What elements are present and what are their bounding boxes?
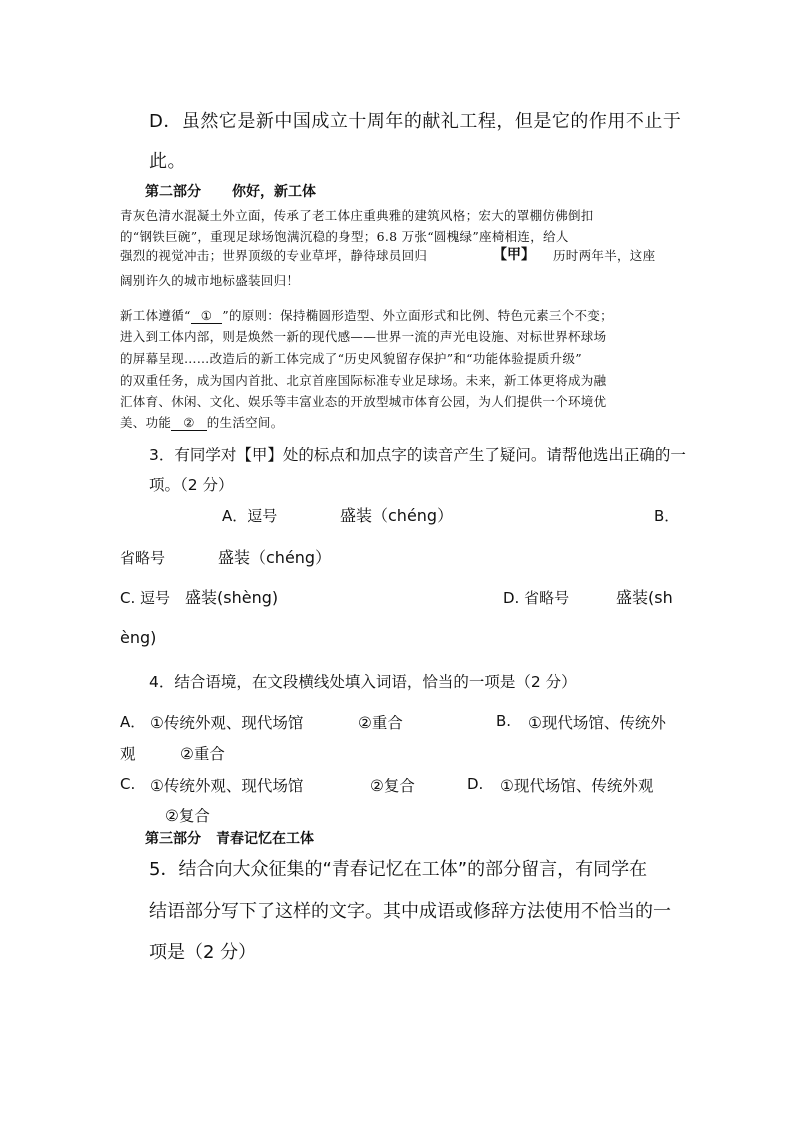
- para1-line3-end: 历时两年半，这座: [553, 248, 656, 263]
- q4-option-a-1: ①传统外观、现代场馆: [150, 714, 304, 732]
- q5-line1: 5．结合向大众征集的“青春记忆在工体”的部分留言，有同学在: [149, 859, 648, 880]
- q3-stem-line1: 3．有同学对【甲】处的标点和加点字的读音产生了疑问。请帮他选出正确的一: [149, 446, 686, 464]
- q3-option-c-word: 盛装(shèng): [185, 588, 279, 607]
- q4-option-b-label[interactable]: B.: [496, 712, 512, 730]
- para2-line1: [120, 306, 613, 324]
- q-prev-option-d-line1: D．虽然它是新中国成立十周年的献礼工程，但是它的作用不止于: [149, 111, 682, 132]
- para2-line6-end: 的生活空间。: [206, 415, 284, 430]
- para2-line6-start: 美、功能: [120, 415, 172, 430]
- q3-option-b-label[interactable]: B．: [654, 507, 680, 525]
- q3-stem-line2: 项。（2 分）: [149, 476, 234, 494]
- q3-option-b-word: 盛装（chéng）: [218, 548, 332, 567]
- q-prev-option-d-line2: 此。: [149, 151, 186, 172]
- q3-option-c-label[interactable]: C. 逗号: [120, 589, 171, 607]
- part3-heading-number: 第三部分: [145, 831, 201, 847]
- para2-line3: 的屏幕呈现……改造后的新工体完成了“历史风貌留存保护”和“功能体验提质升级”: [120, 351, 582, 366]
- blank-2: ②: [171, 416, 207, 431]
- para1-line4: 阔别许久的城市地标盛装回归！: [120, 273, 300, 288]
- para2-line5: 汇体育、休闲、文化、娱乐等丰富业态的开放型城市体育公园，为人们提供一个环境优: [120, 394, 607, 409]
- q5-line2: 结语部分写下了这样的文字。其中成语或修辞方法使用不恰当的一: [149, 901, 671, 922]
- q4-option-d-2: ②复合: [165, 807, 210, 825]
- para1-jia-blank: 【甲】: [493, 247, 535, 263]
- q4-option-d-1: ①现代场馆、传统外观: [500, 777, 654, 795]
- part3-heading-title: 青春记忆在工体: [216, 831, 314, 847]
- q3-option-d-word-cont: èng): [120, 628, 157, 647]
- para1-line3: 强烈的视觉冲击；世界顶级的专业草坪，静待球员回归: [120, 248, 428, 263]
- q4-option-b-2: ②重合: [180, 745, 225, 763]
- q4-stem: 4．结合语境，在文段横线处填入词语，恰当的一项是（2 分）: [149, 673, 577, 691]
- para2-line4: 的双重任务，成为国内首批、北京首座国际标准专业足球场。未来，新工体更将成为融: [120, 373, 607, 388]
- q3-option-b-text: 省略号: [120, 549, 166, 567]
- q4-option-b-1-cont: 观: [120, 745, 136, 763]
- q4-option-b-1: ①现代场馆、传统外: [528, 714, 666, 732]
- blank-1: ①: [191, 309, 223, 324]
- q4-option-a-2: ②重合: [358, 714, 403, 732]
- q4-option-c-2: ②复合: [370, 777, 415, 795]
- para2-line1-start: 新工体遵循“: [120, 308, 191, 323]
- part2-heading-number: 第二部分: [145, 184, 201, 200]
- para2-line2: 进入到工体内部，则是焕然一新的现代感——世界一流的声光电设施、对标世界杯球场: [120, 329, 607, 344]
- q3-option-a-word: 盛装（chéng）: [340, 506, 454, 525]
- para1-line1: 青灰色清水混凝土外立面，传承了老工体庄重典雅的建筑风格；宏大的罩棚仿佛倒扣: [120, 208, 594, 223]
- q4-option-a-label[interactable]: A．: [120, 713, 146, 731]
- q3-option-d-label[interactable]: D. 省略号: [503, 589, 570, 607]
- part2-heading-title: 你好，新工体: [232, 184, 316, 200]
- q4-option-c-label[interactable]: C.: [120, 775, 136, 793]
- para1-line2: 的“钢铁巨碗”，重现足球场饱满沉稳的身型；6.8 万张“圆槐绿”座椅相连，给人: [120, 229, 569, 244]
- q4-option-d-label[interactable]: D.: [467, 775, 484, 793]
- q5-line3: 项是（2 分）: [149, 942, 257, 963]
- para2-line6: [120, 413, 284, 431]
- q3-option-d-word: 盛装(sh: [616, 588, 673, 607]
- q4-option-c-1: ①传统外观、现代场馆: [150, 777, 304, 795]
- q3-option-a-label[interactable]: A．逗号: [222, 507, 278, 525]
- para2-line1-end: ”的原则：保持椭圆形造型、外立面形式和比例、特色元素三个不变；: [222, 308, 613, 323]
